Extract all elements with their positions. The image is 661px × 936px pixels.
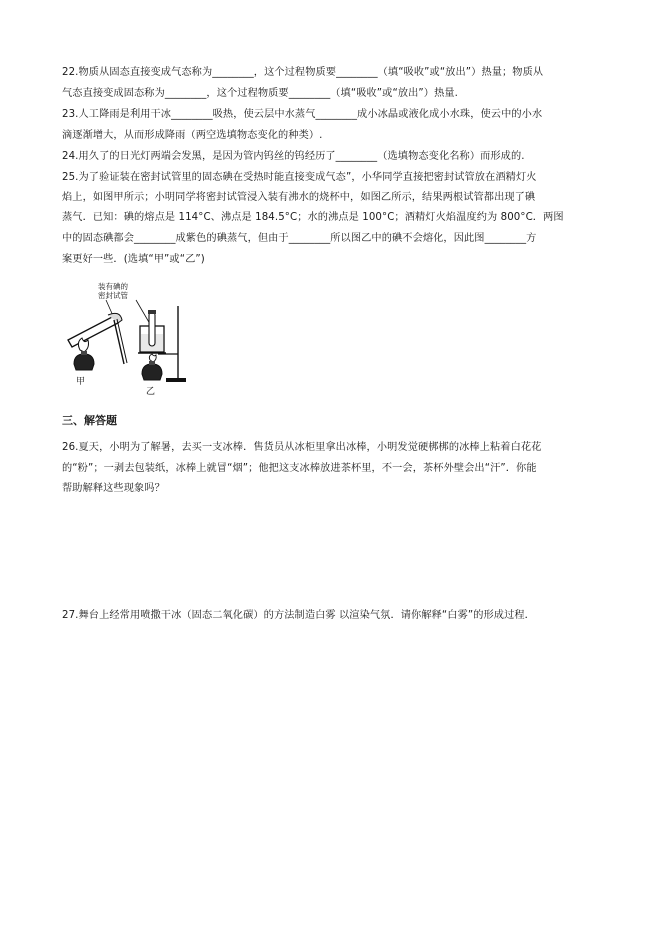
q26-line-3: 帮助解释这些现象吗？ xyxy=(62,483,165,494)
test-tube-yi xyxy=(149,312,155,346)
stand-base xyxy=(166,378,186,382)
test-tube-jia xyxy=(68,316,118,347)
setup-jia xyxy=(68,313,127,387)
lamp-wick-yi xyxy=(149,361,155,365)
section-3-title: 三、解答题 xyxy=(62,414,117,427)
flame-jia xyxy=(78,338,88,352)
label-jia: 甲 xyxy=(76,377,86,387)
tube-label-line-2: 密封试管 xyxy=(98,291,128,300)
alcohol-lamp-yi xyxy=(142,364,162,380)
tube-label-line-1: 装有碘的 xyxy=(98,282,128,291)
pointer-line-yi xyxy=(136,300,150,324)
q23-line-1: 23.人工降雨是利用干冰________吸热，使云层中水蒸气________成小冰晶或液化成小水珠，使云中的小水 xyxy=(62,109,543,120)
q22-line-2: 气态直接变成固态称为________，这个过程物质要________（填“吸收”或“放出”）热量. xyxy=(62,88,458,99)
test-tube-yi-cap xyxy=(148,310,156,314)
q26-line-1: 26.夏天，小明为了解暑，去买一支冰棒．售货员从冰柜里拿出冰棒，小明发觉硬梆梆的冰棒上粘着白花花 xyxy=(62,442,542,453)
q27-line-1: 27.舞台上经常用喷撒干冰（固态二氧化碳）的方法制造白雾 以渲染气氛．请你解释“白雾”的形成过程． xyxy=(62,610,535,621)
q25-line-4: 中的固态碘都会________成紫色的碘蒸气，但由于________所以图乙中的碘不会熔化，因此图________方 xyxy=(62,233,537,244)
q25-line-1: 25.为了验证装在密封试管里的固态碘在受热时能直接变成气态”，小华同学直接把密封试管放在酒精灯火 xyxy=(62,172,537,183)
alcohol-lamp-jia xyxy=(74,354,94,370)
q22-line-1: 22.物质从固态直接变成气态称为________，这个过程物质要________（填“吸收”或“放出”）热量；物质从 xyxy=(62,67,544,78)
lamp-wick-jia xyxy=(81,351,87,355)
q25-line-3: 蒸气．已知：碘的熔点是 114°C、沸点是 184.5°C；水的沸点是 100°C；酒精灯火焰温度约为 800°C．两图 xyxy=(62,212,564,223)
label-yi: 乙 xyxy=(146,387,156,397)
q25-line-2: 焰上，如图甲所示；小明同学将密封试管浸入装有沸水的烧杯中，如图乙所示，结果两根试管都出现了碘 xyxy=(62,192,536,203)
iodine-experiment-figure xyxy=(62,280,187,398)
flame-yi xyxy=(149,354,156,362)
q25-line-5: 案更好一些．(选填“甲”或“乙”) xyxy=(62,254,205,265)
q24-line-1: 24.用久了的日光灯两端会发黑，是因为管内钨丝的钨经历了________（选填物态变化名称）而形成的. xyxy=(62,151,525,162)
q26-line-2: 的“粉”；一剥去包装纸，冰棒上就冒“烟”；他把这支冰棒放进茶杯里，不一会，茶杯外壁会出“汗”．你能 xyxy=(62,463,537,474)
setup-yi xyxy=(138,306,186,397)
q23-line-2: 滴逐渐增大，从而形成降雨（两空选填物态变化的种类）. xyxy=(62,130,323,141)
